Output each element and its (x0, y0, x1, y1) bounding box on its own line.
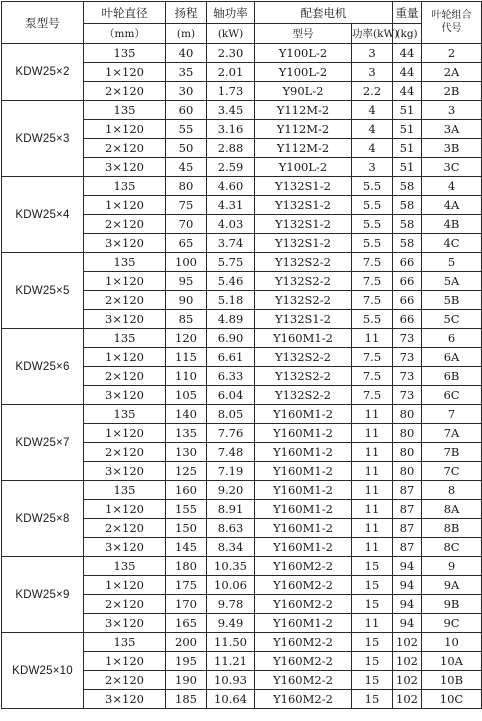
pump-spec-table (1, 1, 482, 709)
head-cell: 145 (166, 538, 207, 557)
impeller-combo-cell: 5 (422, 253, 482, 272)
motor-type-cell: Y132S1-2 (255, 196, 352, 215)
table-row (2, 405, 482, 424)
impeller-combo-cell: 5B (422, 291, 482, 310)
impeller-combo-cell: 4C (422, 234, 482, 253)
weight-cell: 58 (393, 196, 422, 215)
motor-type-cell: Y132S1-2 (255, 215, 352, 234)
head-cell: 180 (166, 557, 207, 576)
impeller-diameter-cell: 3×120 (84, 386, 166, 405)
impeller-combo-cell: 7B (422, 443, 482, 462)
impeller-diameter-cell: 3×120 (84, 310, 166, 329)
impeller-diameter-cell: 135 (84, 633, 166, 652)
motor-power-cell: 7.5 (352, 386, 393, 405)
head-cell: 130 (166, 443, 207, 462)
impeller-diameter-cell: 135 (84, 253, 166, 272)
header-motor: 配套电机 (255, 2, 393, 24)
weight-cell: 87 (393, 481, 422, 500)
impeller-diameter-cell: 135 (84, 557, 166, 576)
weight-cell: 51 (393, 139, 422, 158)
head-cell: 75 (166, 196, 207, 215)
table-row (2, 329, 482, 348)
impeller-diameter-cell: 2×120 (84, 215, 166, 234)
motor-power-cell: 15 (352, 557, 393, 576)
motor-type-cell: Y160M1-2 (255, 424, 352, 443)
table-row (2, 557, 482, 576)
impeller-combo-cell: 10 (422, 633, 482, 652)
shaft-power-cell: 4.03 (207, 215, 255, 234)
motor-power-cell: 7.5 (352, 272, 393, 291)
motor-power-cell: 3 (352, 158, 393, 177)
impeller-combo-cell: 8B (422, 519, 482, 538)
motor-type-cell: Y160M2-2 (255, 690, 352, 709)
weight-cell: 87 (393, 519, 422, 538)
shaft-power-cell: 4.60 (207, 177, 255, 196)
motor-type-cell: Y160M2-2 (255, 652, 352, 671)
impeller-combo-cell: 10C (422, 690, 482, 709)
header-motor-type: 型号 (255, 24, 352, 44)
shaft-power-cell: 11.50 (207, 633, 255, 652)
shaft-power-cell: 1.73 (207, 82, 255, 101)
head-cell: 30 (166, 82, 207, 101)
head-cell: 160 (166, 481, 207, 500)
shaft-power-cell: 7.48 (207, 443, 255, 462)
shaft-power-cell: 3.45 (207, 101, 255, 120)
shaft-power-cell: 9.49 (207, 614, 255, 633)
motor-type-cell: Y112M-2 (255, 120, 352, 139)
motor-type-cell: Y160M2-2 (255, 633, 352, 652)
head-cell: 175 (166, 576, 207, 595)
motor-power-cell: 5.5 (352, 234, 393, 253)
impeller-combo-cell: 3B (422, 139, 482, 158)
shaft-power-cell: 8.05 (207, 405, 255, 424)
impeller-combo-cell: 10A (422, 652, 482, 671)
motor-power-cell: 15 (352, 652, 393, 671)
impeller-combo-cell: 7 (422, 405, 482, 424)
shaft-power-cell: 10.35 (207, 557, 255, 576)
head-cell: 110 (166, 367, 207, 386)
table-row (2, 481, 482, 500)
motor-power-cell: 11 (352, 538, 393, 557)
motor-power-cell: 11 (352, 329, 393, 348)
weight-cell: 87 (393, 500, 422, 519)
shaft-power-cell: 5.75 (207, 253, 255, 272)
shaft-power-cell: 11.21 (207, 652, 255, 671)
impeller-combo-cell: 2 (422, 44, 482, 63)
table-row (2, 101, 482, 120)
header-head: 扬程 (166, 2, 207, 24)
motor-power-cell: 15 (352, 595, 393, 614)
motor-power-cell: 7.5 (352, 291, 393, 310)
weight-cell: 51 (393, 120, 422, 139)
motor-type-cell: Y160M1-2 (255, 462, 352, 481)
weight-cell: 44 (393, 44, 422, 63)
motor-type-cell: Y132S2-2 (255, 348, 352, 367)
motor-power-cell: 11 (352, 500, 393, 519)
motor-power-cell: 11 (352, 519, 393, 538)
motor-type-cell: Y160M1-2 (255, 443, 352, 462)
impeller-diameter-cell: 135 (84, 481, 166, 500)
header-model: 泵型号 (2, 2, 84, 44)
motor-type-cell: Y112M-2 (255, 139, 352, 158)
motor-power-cell: 4 (352, 139, 393, 158)
header-weight-unit: (kg) (393, 24, 422, 44)
impeller-diameter-cell: 1×120 (84, 120, 166, 139)
motor-power-cell: 15 (352, 690, 393, 709)
weight-cell: 58 (393, 215, 422, 234)
shaft-power-cell: 9.20 (207, 481, 255, 500)
weight-cell: 73 (393, 329, 422, 348)
motor-type-cell: Y160M2-2 (255, 557, 352, 576)
motor-type-cell: Y132S2-2 (255, 367, 352, 386)
impeller-diameter-cell: 135 (84, 405, 166, 424)
shaft-power-cell: 7.76 (207, 424, 255, 443)
weight-cell: 44 (393, 82, 422, 101)
head-cell: 200 (166, 633, 207, 652)
head-cell: 80 (166, 177, 207, 196)
impeller-combo-cell: 2B (422, 82, 482, 101)
pump-model-cell: KDW25×3 (2, 101, 84, 177)
impeller-combo-cell: 8A (422, 500, 482, 519)
weight-cell: 66 (393, 291, 422, 310)
motor-type-cell: Y160M2-2 (255, 671, 352, 690)
shaft-power-cell: 4.89 (207, 310, 255, 329)
motor-type-cell: Y160M2-2 (255, 595, 352, 614)
head-cell: 125 (166, 462, 207, 481)
head-cell: 170 (166, 595, 207, 614)
shaft-power-cell: 8.34 (207, 538, 255, 557)
motor-type-cell: Y100L-2 (255, 63, 352, 82)
motor-type-cell: Y160M1-2 (255, 614, 352, 633)
impeller-combo-cell: 9C (422, 614, 482, 633)
head-cell: 60 (166, 101, 207, 120)
motor-power-cell: 3 (352, 44, 393, 63)
weight-cell: 66 (393, 310, 422, 329)
head-cell: 165 (166, 614, 207, 633)
shaft-power-cell: 2.88 (207, 139, 255, 158)
motor-type-cell: Y132S2-2 (255, 272, 352, 291)
pump-model-cell: KDW25×6 (2, 329, 84, 405)
head-cell: 70 (166, 215, 207, 234)
motor-type-cell: Y132S2-2 (255, 386, 352, 405)
head-cell: 105 (166, 386, 207, 405)
impeller-combo-cell: 9A (422, 576, 482, 595)
impeller-combo-cell: 4A (422, 196, 482, 215)
impeller-diameter-cell: 1×120 (84, 500, 166, 519)
shaft-power-cell: 4.31 (207, 196, 255, 215)
weight-cell: 51 (393, 101, 422, 120)
impeller-combo-cell: 3A (422, 120, 482, 139)
weight-cell: 73 (393, 386, 422, 405)
head-cell: 65 (166, 234, 207, 253)
weight-cell: 58 (393, 177, 422, 196)
shaft-power-cell: 6.90 (207, 329, 255, 348)
impeller-combo-cell: 7C (422, 462, 482, 481)
weight-cell: 73 (393, 348, 422, 367)
impeller-diameter-cell: 2×120 (84, 139, 166, 158)
impeller-combo-cell: 4 (422, 177, 482, 196)
impeller-diameter-cell: 3×120 (84, 234, 166, 253)
motor-type-cell: Y132S2-2 (255, 291, 352, 310)
motor-type-cell: Y100L-2 (255, 158, 352, 177)
shaft-power-cell: 10.64 (207, 690, 255, 709)
head-cell: 95 (166, 272, 207, 291)
head-cell: 55 (166, 120, 207, 139)
head-cell: 40 (166, 44, 207, 63)
weight-cell: 94 (393, 595, 422, 614)
impeller-combo-cell: 5A (422, 272, 482, 291)
header-row (2, 2, 482, 24)
header-impeller-diameter-unit: （mm） (84, 24, 166, 44)
motor-type-cell: Y132S2-2 (255, 253, 352, 272)
weight-cell: 80 (393, 405, 422, 424)
impeller-combo-cell: 6 (422, 329, 482, 348)
table-body (2, 44, 482, 709)
motor-type-cell: Y90L-2 (255, 82, 352, 101)
motor-type-cell: Y160M1-2 (255, 500, 352, 519)
shaft-power-cell: 8.91 (207, 500, 255, 519)
head-cell: 185 (166, 690, 207, 709)
impeller-diameter-cell: 2×120 (84, 82, 166, 101)
motor-power-cell: 7.5 (352, 367, 393, 386)
head-cell: 135 (166, 424, 207, 443)
pump-model-cell: KDW25×8 (2, 481, 84, 557)
shaft-power-cell: 3.16 (207, 120, 255, 139)
shaft-power-cell: 10.06 (207, 576, 255, 595)
weight-cell: 102 (393, 652, 422, 671)
motor-type-cell: Y160M1-2 (255, 405, 352, 424)
weight-cell: 66 (393, 272, 422, 291)
impeller-combo-cell: 4B (422, 215, 482, 234)
pump-model-cell: KDW25×10 (2, 633, 84, 709)
motor-power-cell: 5.5 (352, 196, 393, 215)
weight-cell: 87 (393, 538, 422, 557)
motor-type-cell: Y100L-2 (255, 44, 352, 63)
motor-power-cell: 7.5 (352, 348, 393, 367)
motor-type-cell: Y160M2-2 (255, 576, 352, 595)
impeller-combo-cell: 5C (422, 310, 482, 329)
weight-cell: 102 (393, 690, 422, 709)
impeller-combo-cell: 8 (422, 481, 482, 500)
impeller-diameter-cell: 3×120 (84, 462, 166, 481)
impeller-diameter-cell: 1×120 (84, 63, 166, 82)
head-cell: 85 (166, 310, 207, 329)
motor-power-cell: 7.5 (352, 253, 393, 272)
motor-power-cell: 15 (352, 576, 393, 595)
impeller-diameter-cell: 2×120 (84, 443, 166, 462)
motor-power-cell: 15 (352, 633, 393, 652)
impeller-diameter-cell: 2×120 (84, 595, 166, 614)
weight-cell: 102 (393, 671, 422, 690)
table-row (2, 253, 482, 272)
shaft-power-cell: 2.30 (207, 44, 255, 63)
motor-type-cell: Y160M1-2 (255, 538, 352, 557)
pump-model-cell: KDW25×4 (2, 177, 84, 253)
pump-model-cell: KDW25×5 (2, 253, 84, 329)
impeller-diameter-cell: 135 (84, 44, 166, 63)
motor-type-cell: Y112M-2 (255, 101, 352, 120)
head-cell: 155 (166, 500, 207, 519)
weight-cell: 80 (393, 424, 422, 443)
impeller-combo-cell: 2A (422, 63, 482, 82)
shaft-power-cell: 8.63 (207, 519, 255, 538)
impeller-diameter-cell: 1×120 (84, 196, 166, 215)
impeller-diameter-cell: 1×120 (84, 576, 166, 595)
shaft-power-cell: 7.19 (207, 462, 255, 481)
motor-type-cell: Y160M1-2 (255, 329, 352, 348)
shaft-power-cell: 3.74 (207, 234, 255, 253)
impeller-combo-cell: 6C (422, 386, 482, 405)
head-cell: 45 (166, 158, 207, 177)
motor-power-cell: 5.5 (352, 310, 393, 329)
weight-cell: 80 (393, 462, 422, 481)
motor-type-cell: Y132S1-2 (255, 234, 352, 253)
impeller-diameter-cell: 135 (84, 329, 166, 348)
impeller-combo-cell: 10B (422, 671, 482, 690)
head-cell: 120 (166, 329, 207, 348)
head-cell: 140 (166, 405, 207, 424)
impeller-diameter-cell: 1×120 (84, 424, 166, 443)
header-motor-power: 功率(kW) (352, 24, 393, 44)
motor-power-cell: 2.2 (352, 82, 393, 101)
weight-cell: 51 (393, 158, 422, 177)
shaft-power-cell: 6.61 (207, 348, 255, 367)
header-weight: 重量 (393, 2, 422, 24)
head-cell: 50 (166, 139, 207, 158)
impeller-diameter-cell: 2×120 (84, 519, 166, 538)
motor-power-cell: 11 (352, 443, 393, 462)
impeller-combo-cell: 9 (422, 557, 482, 576)
weight-cell: 94 (393, 614, 422, 633)
impeller-diameter-cell: 2×120 (84, 367, 166, 386)
impeller-combo-cell: 3 (422, 101, 482, 120)
header-shaft-power-unit: (kW) (207, 24, 255, 44)
weight-cell: 80 (393, 443, 422, 462)
impeller-combo-cell: 3C (422, 158, 482, 177)
pump-model-cell: KDW25×9 (2, 557, 84, 633)
motor-type-cell: Y132S1-2 (255, 310, 352, 329)
pump-model-cell: KDW25×2 (2, 44, 84, 101)
header-impeller-combo-line2: 代号 (441, 22, 462, 34)
motor-power-cell: 15 (352, 671, 393, 690)
shaft-power-cell: 2.59 (207, 158, 255, 177)
shaft-power-cell: 6.33 (207, 367, 255, 386)
head-cell: 100 (166, 253, 207, 272)
impeller-diameter-cell: 135 (84, 177, 166, 196)
motor-type-cell: Y160M1-2 (255, 519, 352, 538)
motor-power-cell: 11 (352, 481, 393, 500)
motor-power-cell: 3 (352, 63, 393, 82)
impeller-diameter-cell: 3×120 (84, 614, 166, 633)
motor-power-cell: 4 (352, 120, 393, 139)
motor-power-cell: 11 (352, 614, 393, 633)
head-cell: 115 (166, 348, 207, 367)
impeller-combo-cell: 7A (422, 424, 482, 443)
weight-cell: 102 (393, 633, 422, 652)
header-impeller-combo-line1: 叶轮组合 (431, 10, 472, 21)
impeller-diameter-cell: 1×120 (84, 652, 166, 671)
weight-cell: 44 (393, 63, 422, 82)
weight-cell: 58 (393, 234, 422, 253)
motor-type-cell: Y132S1-2 (255, 177, 352, 196)
shaft-power-cell: 2.01 (207, 63, 255, 82)
header-impeller-diameter: 叶轮直径 (84, 2, 166, 24)
motor-power-cell: 11 (352, 405, 393, 424)
head-cell: 90 (166, 291, 207, 310)
impeller-diameter-cell: 1×120 (84, 272, 166, 291)
weight-cell: 66 (393, 253, 422, 272)
shaft-power-cell: 5.18 (207, 291, 255, 310)
impeller-diameter-cell: 3×120 (84, 538, 166, 557)
table-row (2, 44, 482, 63)
impeller-diameter-cell: 2×120 (84, 671, 166, 690)
shaft-power-cell: 10.93 (207, 671, 255, 690)
impeller-diameter-cell: 1×120 (84, 348, 166, 367)
impeller-combo-cell: 6B (422, 367, 482, 386)
impeller-diameter-cell: 2×120 (84, 291, 166, 310)
impeller-combo-cell: 9B (422, 595, 482, 614)
motor-power-cell: 5.5 (352, 215, 393, 234)
weight-cell: 73 (393, 367, 422, 386)
impeller-combo-cell: 8C (422, 538, 482, 557)
impeller-diameter-cell: 3×120 (84, 690, 166, 709)
motor-power-cell: 5.5 (352, 177, 393, 196)
table-row (2, 633, 482, 652)
motor-power-cell: 4 (352, 101, 393, 120)
header-shaft-power: 轴功率 (207, 2, 255, 24)
motor-power-cell: 11 (352, 462, 393, 481)
head-cell: 195 (166, 652, 207, 671)
head-cell: 35 (166, 63, 207, 82)
impeller-diameter-cell: 135 (84, 101, 166, 120)
head-cell: 150 (166, 519, 207, 538)
table-row (2, 177, 482, 196)
header-head-unit: (m) (166, 24, 207, 44)
impeller-combo-cell: 6A (422, 348, 482, 367)
shaft-power-cell: 6.04 (207, 386, 255, 405)
impeller-diameter-cell: 3×120 (84, 158, 166, 177)
shaft-power-cell: 5.46 (207, 272, 255, 291)
weight-cell: 94 (393, 576, 422, 595)
header-impeller-combo (422, 2, 482, 44)
weight-cell: 94 (393, 557, 422, 576)
motor-power-cell: 11 (352, 424, 393, 443)
head-cell: 190 (166, 671, 207, 690)
motor-type-cell: Y160M1-2 (255, 481, 352, 500)
shaft-power-cell: 9.78 (207, 595, 255, 614)
pump-model-cell: KDW25×7 (2, 405, 84, 481)
